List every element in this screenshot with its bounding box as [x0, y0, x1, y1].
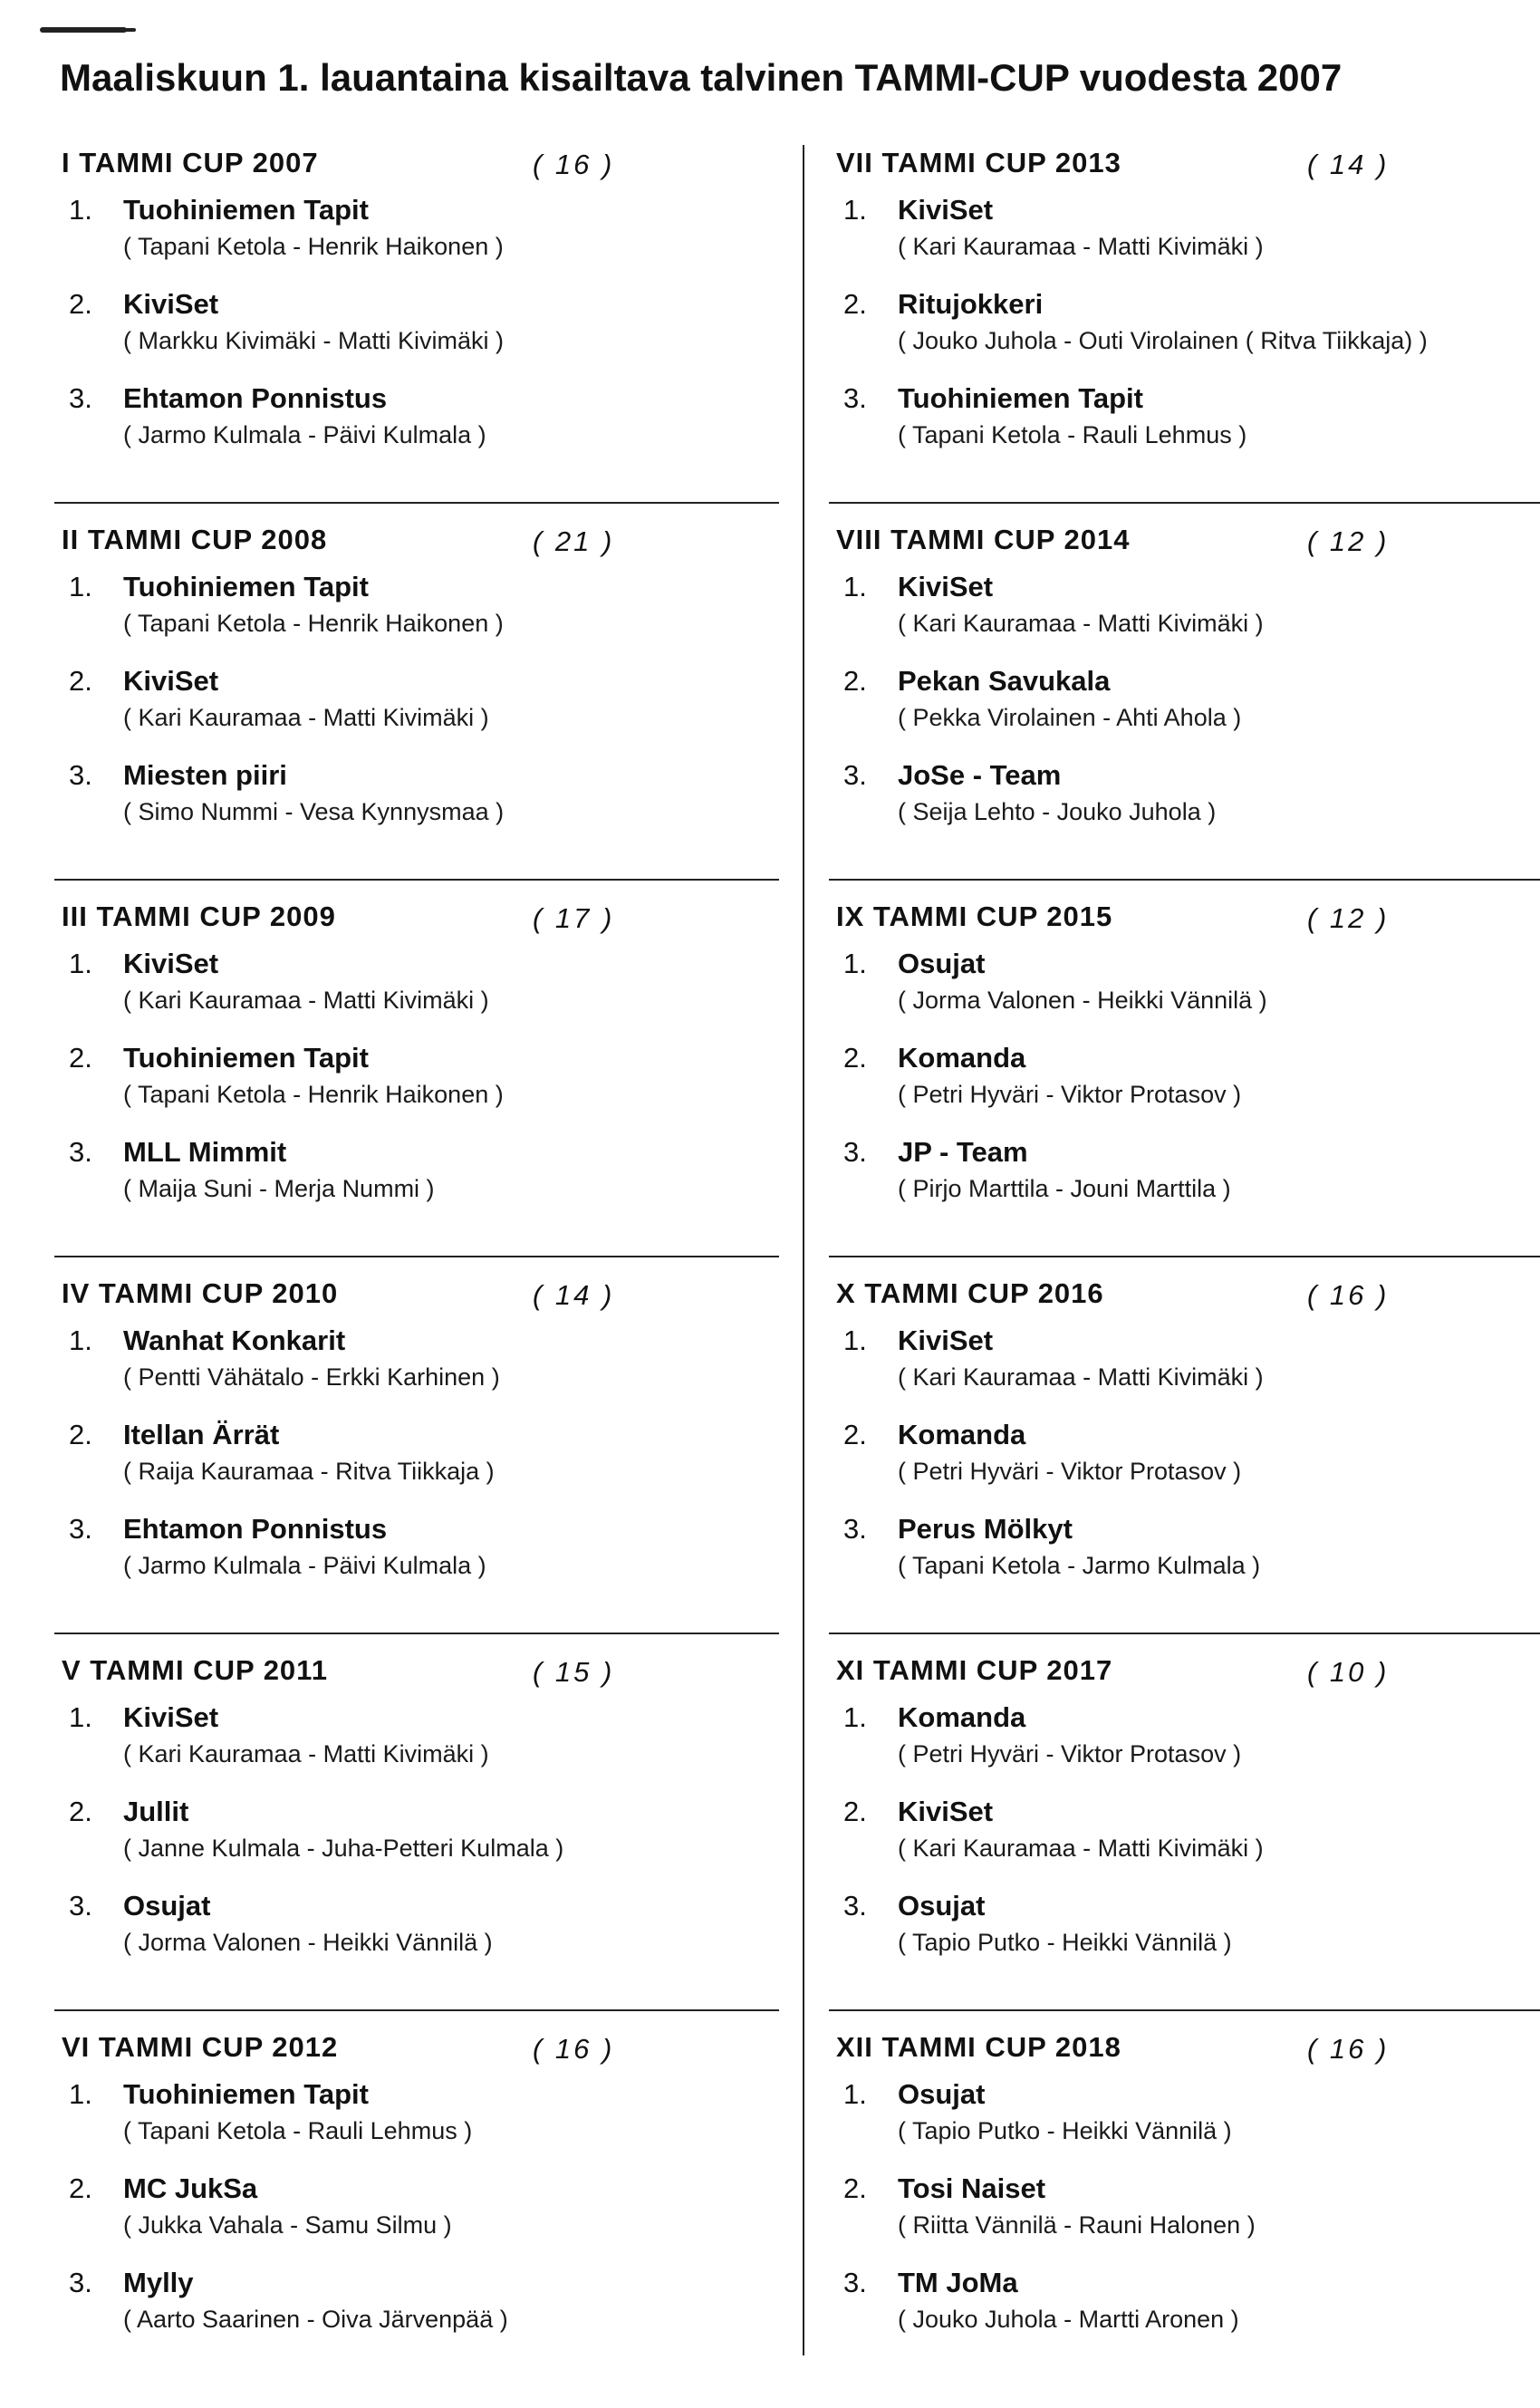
- cup-section: [54, 524, 779, 901]
- team-name: Osujat: [898, 2078, 986, 2110]
- placement-rank: 1.: [843, 1324, 867, 1356]
- result-entry: [829, 1136, 1540, 1230]
- placement-rank: 2.: [69, 2172, 92, 2204]
- team-players: ( Jorma Valonen - Heikki Vännilä ): [898, 987, 1267, 1014]
- team-name: Komanda: [898, 1419, 1026, 1450]
- team-players: ( Jouko Juhola - Martti Aronen ): [898, 2306, 1239, 2333]
- placement-rank: 3.: [843, 759, 867, 791]
- placement-rank: 3.: [69, 1513, 92, 1545]
- result-entry: [829, 571, 1540, 665]
- cup-section: [829, 1654, 1540, 2031]
- team-players: ( Jouko Juhola - Outi Virolainen ( Ritva Tiikkaja) ): [898, 327, 1428, 354]
- cup-heading: [62, 1654, 786, 1690]
- team-name: Ehtamon Ponnistus: [123, 1513, 388, 1545]
- result-entry: [829, 1419, 1540, 1513]
- team-players: ( Tapani Ketola - Rauli Lehmus ): [123, 2117, 473, 2144]
- left-column: [54, 147, 779, 2408]
- right-column: [829, 147, 1540, 2408]
- cup-section: [54, 901, 779, 1277]
- team-name: Tosi Naiset: [898, 2172, 1046, 2204]
- team-players: ( Petri Hyväri - Viktor Protasov ): [898, 1081, 1242, 1108]
- team-name: Komanda: [898, 1042, 1026, 1074]
- participant-count: ( 15 ): [533, 1656, 615, 1688]
- placement-rank: 3.: [69, 382, 92, 414]
- cup-heading: [836, 1654, 1540, 1690]
- result-entry: [54, 382, 779, 477]
- placement-rank: 1.: [69, 948, 92, 979]
- team-players: ( Aarto Saarinen - Oiva Järvenpää ): [123, 2306, 508, 2333]
- cup-title: XII TAMMI CUP 2018: [836, 2031, 1121, 2063]
- placement-rank: 2.: [843, 665, 867, 697]
- results-list: [829, 1324, 1540, 1607]
- cup-heading: [62, 901, 786, 937]
- placement-rank: 1.: [843, 948, 867, 979]
- cup-section: [54, 147, 779, 524]
- section-divider: [54, 1256, 779, 1257]
- result-entry: [54, 759, 779, 853]
- result-entry: [829, 194, 1540, 288]
- cup-heading: [62, 524, 786, 560]
- team-name: Wanhat Konkarit: [123, 1324, 346, 1356]
- cup-section: [829, 1277, 1540, 1654]
- placement-rank: 3.: [843, 382, 867, 414]
- placement-rank: 3.: [843, 1136, 867, 1168]
- placement-rank: 3.: [843, 1513, 867, 1545]
- team-players: ( Tapani Ketola - Henrik Haikonen ): [123, 1081, 504, 1108]
- section-divider: [54, 2009, 779, 2011]
- placement-rank: 2.: [69, 288, 92, 320]
- section-divider: [54, 879, 779, 881]
- team-players: ( Kari Kauramaa - Matti Kivimäki ): [898, 1363, 1264, 1391]
- participant-count: ( 10 ): [1307, 1656, 1390, 1688]
- result-entry: [54, 1324, 779, 1419]
- participant-count: ( 14 ): [1307, 149, 1390, 180]
- result-entry: [54, 2267, 779, 2361]
- placement-rank: 3.: [69, 759, 92, 791]
- result-entry: [829, 2078, 1540, 2172]
- participant-count: ( 16 ): [1307, 2033, 1390, 2065]
- team-name: Tuohiniemen Tapit: [123, 2078, 369, 2110]
- placement-rank: 1.: [69, 1324, 92, 1356]
- placement-rank: 1.: [69, 1701, 92, 1733]
- placement-rank: 2.: [843, 2172, 867, 2204]
- results-list: [829, 1701, 1540, 1984]
- result-entry: [54, 1042, 779, 1136]
- team-name: Komanda: [898, 1701, 1026, 1733]
- cup-section: [829, 524, 1540, 901]
- team-players: ( Pekka Virolainen - Ahti Ahola ): [898, 704, 1242, 731]
- cup-title: V TAMMI CUP 2011: [62, 1654, 328, 1686]
- result-entry: [829, 1324, 1540, 1419]
- placement-rank: 1.: [843, 2078, 867, 2110]
- team-name: KiviSet: [898, 194, 994, 226]
- placement-rank: 1.: [69, 571, 92, 602]
- result-entry: [829, 1701, 1540, 1796]
- cup-heading: [836, 524, 1540, 560]
- placement-rank: 2.: [843, 1042, 867, 1074]
- team-name: Osujat: [123, 1890, 211, 1922]
- placement-rank: 2.: [843, 288, 867, 320]
- section-divider: [829, 1256, 1540, 1257]
- placement-rank: 2.: [843, 1796, 867, 1827]
- result-entry: [54, 1796, 779, 1890]
- placement-rank: 2.: [69, 1419, 92, 1450]
- cup-section: [829, 2031, 1540, 2408]
- cup-title: VII TAMMI CUP 2013: [836, 147, 1121, 178]
- team-players: ( Maija Suni - Merja Nummi ): [123, 1175, 435, 1202]
- results-list: [54, 571, 779, 853]
- placement-rank: 1.: [843, 1701, 867, 1733]
- team-players: ( Petri Hyväri - Viktor Protasov ): [898, 1740, 1242, 1767]
- team-players: ( Kari Kauramaa - Matti Kivimäki ): [123, 987, 489, 1014]
- team-players: ( Pirjo Marttila - Jouni Marttila ): [898, 1175, 1231, 1202]
- column-divider: [803, 145, 804, 2355]
- cup-heading: [62, 2031, 786, 2067]
- team-players: ( Tapani Ketola - Henrik Haikonen ): [123, 610, 504, 637]
- scan-mark: [40, 27, 127, 33]
- team-players: ( Janne Kulmala - Juha-Petteri Kulmala ): [123, 1835, 564, 1862]
- result-entry: [829, 2172, 1540, 2267]
- team-name: Tuohiniemen Tapit: [123, 194, 369, 226]
- placement-rank: 3.: [843, 2267, 867, 2298]
- cup-title: III TAMMI CUP 2009: [62, 901, 336, 932]
- section-divider: [829, 1633, 1540, 1634]
- team-name: Tuohiniemen Tapit: [123, 571, 369, 602]
- placement-rank: 3.: [69, 2267, 92, 2298]
- results-list: [54, 1324, 779, 1607]
- cup-title: IV TAMMI CUP 2010: [62, 1277, 339, 1309]
- cup-section: [829, 901, 1540, 1277]
- page-title: Maaliskuun 1. lauantaina kisailtava talvinen TAMMI-CUP vuodesta 2007: [60, 56, 1343, 99]
- team-players: ( Jarmo Kulmala - Päivi Kulmala ): [123, 421, 486, 448]
- cup-title: X TAMMI CUP 2016: [836, 1277, 1104, 1309]
- team-name: KiviSet: [898, 1324, 994, 1356]
- cup-heading: [836, 1277, 1540, 1314]
- team-players: ( Jarmo Kulmala - Päivi Kulmala ): [123, 1552, 486, 1579]
- team-name: JP - Team: [898, 1136, 1028, 1168]
- team-name: JoSe - Team: [898, 759, 1062, 791]
- team-players: ( Petri Hyväri - Viktor Protasov ): [898, 1458, 1242, 1485]
- team-name: Pekan Savukala: [898, 665, 1111, 697]
- results-list: [829, 948, 1540, 1230]
- result-entry: [829, 288, 1540, 382]
- result-entry: [54, 1513, 779, 1607]
- cup-heading: [62, 147, 786, 183]
- results-list: [54, 194, 779, 477]
- cup-section: [54, 2031, 779, 2408]
- placement-rank: 3.: [843, 1890, 867, 1922]
- team-name: MC JukSa: [123, 2172, 258, 2204]
- placement-rank: 1.: [69, 194, 92, 226]
- team-players: ( Tapani Ketola - Rauli Lehmus ): [898, 421, 1247, 448]
- team-name: Ritujokkeri: [898, 288, 1044, 320]
- results-list: [829, 571, 1540, 853]
- participant-count: ( 12 ): [1307, 902, 1390, 934]
- cup-title: XI TAMMI CUP 2017: [836, 1654, 1113, 1686]
- team-name: KiviSet: [123, 948, 219, 979]
- result-entry: [829, 948, 1540, 1042]
- team-players: ( Tapio Putko - Heikki Vännilä ): [898, 2117, 1232, 2144]
- cup-title: I TAMMI CUP 2007: [62, 147, 319, 178]
- section-divider: [829, 2009, 1540, 2011]
- team-players: ( Raija Kauramaa - Ritva Tiikkaja ): [123, 1458, 495, 1485]
- placement-rank: 2.: [69, 665, 92, 697]
- cup-section: [829, 147, 1540, 524]
- result-entry: [54, 1419, 779, 1513]
- result-entry: [829, 665, 1540, 759]
- team-name: Miesten piiri: [123, 759, 287, 791]
- result-entry: [829, 2267, 1540, 2361]
- placement-rank: 1.: [843, 571, 867, 602]
- result-entry: [829, 1890, 1540, 1984]
- cup-title: II TAMMI CUP 2008: [62, 524, 328, 555]
- result-entry: [54, 1701, 779, 1796]
- section-divider: [54, 502, 779, 504]
- section-divider: [54, 1633, 779, 1634]
- team-name: KiviSet: [898, 571, 994, 602]
- result-entry: [54, 2078, 779, 2172]
- placement-rank: 1.: [69, 2078, 92, 2110]
- results-list: [54, 2078, 779, 2361]
- placement-rank: 3.: [69, 1136, 92, 1168]
- results-list: [829, 194, 1540, 477]
- team-name: TM JoMa: [898, 2267, 1018, 2298]
- team-players: ( Kari Kauramaa - Matti Kivimäki ): [898, 610, 1264, 637]
- result-entry: [829, 1042, 1540, 1136]
- team-name: Itellan Ärrät: [123, 1419, 280, 1450]
- participant-count: ( 16 ): [533, 149, 615, 180]
- team-players: ( Seija Lehto - Jouko Juhola ): [898, 798, 1217, 825]
- participant-count: ( 17 ): [533, 902, 615, 934]
- result-entry: [829, 1796, 1540, 1890]
- team-name: Jullit: [123, 1796, 189, 1827]
- results-list: [54, 948, 779, 1230]
- cup-section: [54, 1277, 779, 1654]
- result-entry: [54, 194, 779, 288]
- team-name: KiviSet: [123, 665, 219, 697]
- participant-count: ( 16 ): [533, 2033, 615, 2065]
- result-entry: [54, 2172, 779, 2267]
- team-players: ( Tapani Ketola - Henrik Haikonen ): [123, 233, 504, 260]
- team-name: KiviSet: [123, 288, 219, 320]
- team-players: ( Jorma Valonen - Heikki Vännilä ): [123, 1929, 493, 1956]
- result-entry: [54, 665, 779, 759]
- team-players: ( Simo Nummi - Vesa Kynnysmaa ): [123, 798, 505, 825]
- team-players: ( Jukka Vahala - Samu Silmu ): [123, 2211, 452, 2239]
- placement-rank: 1.: [843, 194, 867, 226]
- participant-count: ( 12 ): [1307, 525, 1390, 557]
- result-entry: [54, 948, 779, 1042]
- cup-title: VIII TAMMI CUP 2014: [836, 524, 1131, 555]
- team-players: ( Markku Kivimäki - Matti Kivimäki ): [123, 327, 505, 354]
- result-entry: [829, 382, 1540, 477]
- results-list: [829, 2078, 1540, 2361]
- team-players: ( Tapio Putko - Heikki Vännilä ): [898, 1929, 1232, 1956]
- participant-count: ( 21 ): [533, 525, 615, 557]
- result-entry: [829, 759, 1540, 853]
- placement-rank: 2.: [69, 1796, 92, 1827]
- team-name: KiviSet: [123, 1701, 219, 1733]
- team-name: Tuohiniemen Tapit: [123, 1042, 369, 1074]
- team-name: Mylly: [123, 2267, 194, 2298]
- team-players: ( Kari Kauramaa - Matti Kivimäki ): [898, 1835, 1264, 1862]
- cup-heading: [836, 901, 1540, 937]
- participant-count: ( 14 ): [533, 1279, 615, 1311]
- team-name: Osujat: [898, 1890, 986, 1922]
- cup-heading: [836, 147, 1540, 183]
- section-divider: [829, 879, 1540, 881]
- team-players: ( Kari Kauramaa - Matti Kivimäki ): [123, 704, 489, 731]
- team-players: ( Kari Kauramaa - Matti Kivimäki ): [123, 1740, 489, 1767]
- cup-heading: [62, 1277, 786, 1314]
- team-name: Osujat: [898, 948, 986, 979]
- cup-heading: [836, 2031, 1540, 2067]
- team-name: KiviSet: [898, 1796, 994, 1827]
- result-entry: [54, 1890, 779, 1984]
- result-entry: [829, 1513, 1540, 1607]
- cup-section: [54, 1654, 779, 2031]
- team-name: Tuohiniemen Tapit: [898, 382, 1143, 414]
- placement-rank: 3.: [69, 1890, 92, 1922]
- result-entry: [54, 1136, 779, 1230]
- cup-title: IX TAMMI CUP 2015: [836, 901, 1113, 932]
- team-name: Perus Mölkyt: [898, 1513, 1073, 1545]
- placement-rank: 2.: [843, 1419, 867, 1450]
- team-players: ( Tapani Ketola - Jarmo Kulmala ): [898, 1552, 1261, 1579]
- result-entry: [54, 571, 779, 665]
- section-divider: [829, 502, 1540, 504]
- result-entry: [54, 288, 779, 382]
- results-list: [54, 1701, 779, 1984]
- team-players: ( Riitta Vännilä - Rauni Halonen ): [898, 2211, 1256, 2239]
- team-players: ( Pentti Vähätalo - Erkki Karhinen ): [123, 1363, 500, 1391]
- participant-count: ( 16 ): [1307, 1279, 1390, 1311]
- team-name: Ehtamon Ponnistus: [123, 382, 388, 414]
- cup-title: VI TAMMI CUP 2012: [62, 2031, 339, 2063]
- team-name: MLL Mimmit: [123, 1136, 287, 1168]
- team-players: ( Kari Kauramaa - Matti Kivimäki ): [898, 233, 1264, 260]
- placement-rank: 2.: [69, 1042, 92, 1074]
